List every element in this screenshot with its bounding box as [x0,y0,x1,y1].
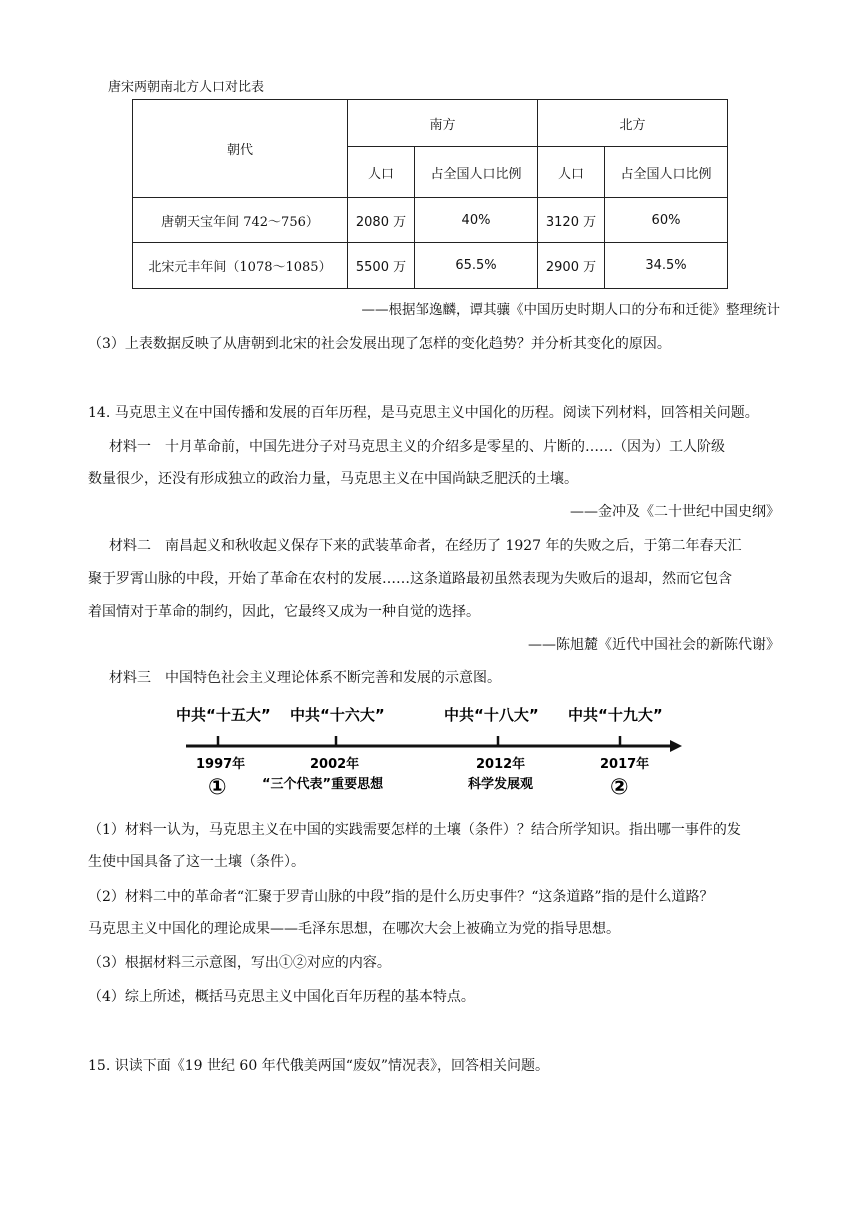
row-north-pop: 2900 万 [538,243,605,289]
material-2-source: ——陈旭麓《近代中国社会的新陈代谢》 [528,637,780,653]
row-south-pop: 2080 万 [348,198,415,243]
timeline-arrow [670,740,682,752]
timeline-blank-1: ① [208,775,227,800]
header-south-ratio: 占全国人口比例 [415,147,538,198]
timeline-three-represents: “三个代表”重要思想 [262,777,384,792]
timeline-scientific-outlook: 科学发展观 [468,777,534,792]
sub-question-1-line-2: 生使中国具备了这一土壤（条件）。 [88,854,305,870]
table-row [133,243,728,289]
row-south-pop: 5500 万 [348,243,415,289]
timeline-year-2017: 2017年 [600,757,650,772]
question-13-3: （3）上表数据反映了从唐朝到北宋的社会发展出现了怎样的变化趋势？并分析其变化的原因。 [88,336,671,352]
row-north-ratio: 34.5% [605,243,728,289]
row-north-pop: 3120 万 [538,198,605,243]
material-1-source: ——金冲及《二十世纪中国史纲》 [570,504,780,520]
timeline-year-1997: 1997年 [196,757,246,772]
population-table [132,99,728,289]
material-1-line-1: 材料一 十月革命前，中国先进分子对马克思主义的介绍多是零星的、片断的……（因为）工人阶级 [109,439,725,455]
question-15-stem: 15. 识读下面《19 世纪 60 年代俄美两国“废奴”情况表》，回答相关问题。 [88,1058,550,1074]
material-2-line-1: 材料二 南昌起义和秋收起义保存下来的武装革命者，在经历了 1927 年的失败之后，于第二年春天汇 [109,538,742,554]
sub-question-2-line-2: 马克思主义中国化的理论成果——毛泽东思想，在哪次大会上被确立为党的指导思想。 [88,921,620,937]
row-north-ratio: 60% [605,198,728,243]
sub-question-2-line-1: （2）材料二中的革命者“汇聚于罗青山脉的中段”指的是什么历史事件？“这条道路”指的是什么道路？ [88,889,714,905]
header-south: 南方 [348,100,538,147]
header-north-population: 人口 [538,147,605,198]
header-north-ratio: 占全国人口比例 [605,147,728,198]
timeline-blank-2: ② [610,775,629,800]
table-title: 唐宋两朝南北方人口对比表 [108,80,265,95]
row-period: 北宋元丰年间（1078～1085） [133,243,348,289]
material-1-line-2: 数量很少，还没有形成独立的政治力量，马克思主义在中国尚缺乏肥沃的土壤。 [88,471,578,487]
timeline-congress-18: 中共“十八大” [444,706,539,724]
table-source: ——根据邹逸麟，谭其骧《中国历史时期人口的分布和迁徙》整理统计 [361,302,780,318]
header-south-population: 人口 [348,147,415,198]
timeline-year-2002: 2002年 [310,757,360,772]
sub-question-4: （4）综上所述，概括马克思主义中国化百年历程的基本特点。 [88,989,475,1005]
cpc-timeline-diagram [150,700,710,800]
row-south-ratio: 65.5% [415,243,538,289]
header-north: 北方 [538,100,728,147]
timeline-year-2012: 2012年 [476,757,526,772]
material-2-line-2: 聚于罗霄山脉的中段，开始了革命在农村的发展……这条道路最初虽然表现为失败后的退却，然而它包含 [88,571,732,587]
header-dynasty: 朝代 [133,100,348,198]
sub-question-1-line-1: （1）材料一认为，马克思主义在中国的实践需要怎样的土壤（条件）？结合所学知识。指出哪一事件的发 [88,822,741,838]
timeline-congress-19: 中共“十九大” [568,706,663,724]
row-south-ratio: 40% [415,198,538,243]
material-2-line-3: 着国情对于革命的制约，因此，它最终又成为一种自觉的选择。 [88,604,480,620]
sub-question-3: （3）根据材料三示意图，写出①②对应的内容。 [88,955,391,971]
material-3: 材料三 中国特色社会主义理论体系不断完善和发展的示意图。 [109,670,501,686]
table-row [133,198,728,243]
timeline-congress-16: 中共“十六大” [290,706,385,724]
timeline-congress-15: 中共“十五大” [176,706,271,724]
question-14-stem: 14. 马克思主义在中国传播和发展的百年历程，是马克思主义中国化的历程。阅读下列材料，回答相关问题。 [88,405,759,421]
row-period: 唐朝天宝年间 742～756） [133,198,348,243]
